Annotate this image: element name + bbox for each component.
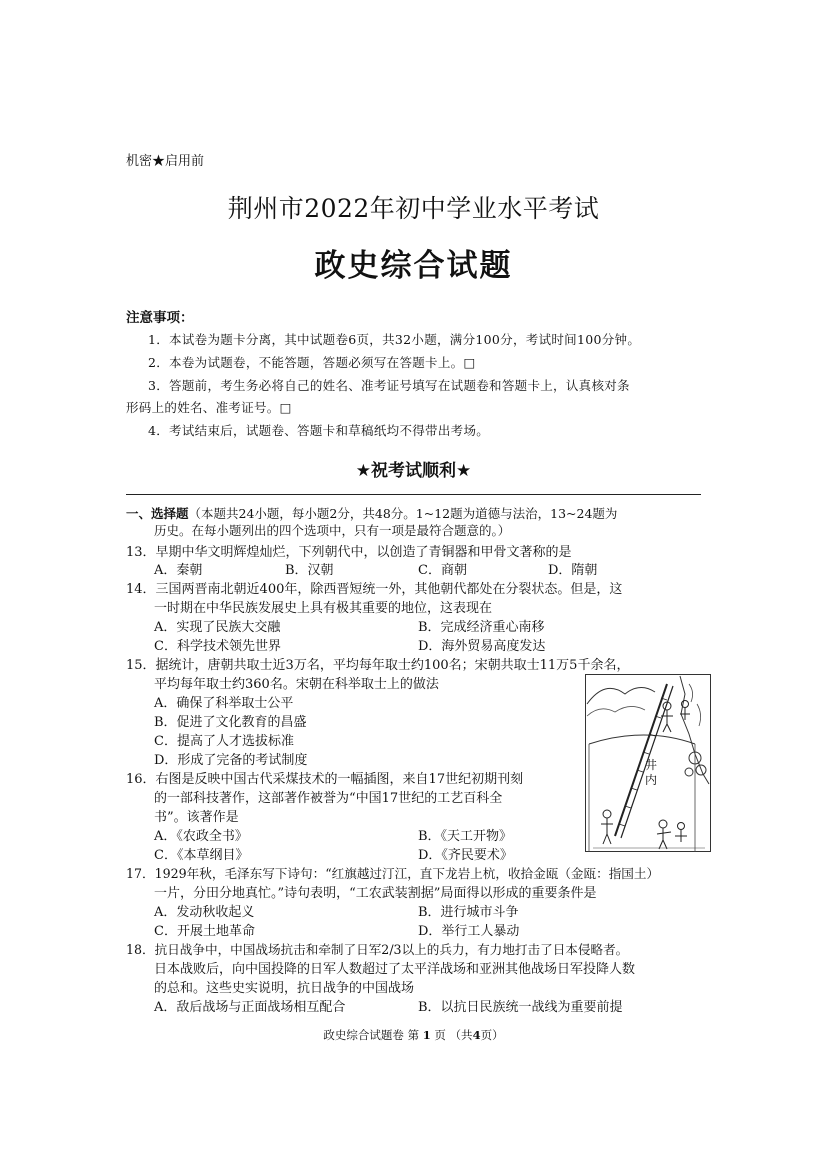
q18-stem: 18．抗日战争中，中国战场抗击和牵制了日军2/3以上的兵力，有力地打击了日本侵略者。 bbox=[126, 942, 629, 957]
q14-stem: 14．三国两晋南北朝近400年，除西晋短统一外，其他朝代都处在分裂状态。但是，这 bbox=[126, 582, 623, 597]
q16-stem-2: 的一部科技著作，这部著作被誉为“中国17世纪的工艺百科全 bbox=[154, 791, 503, 806]
q16-stem-3: 书”。该著作是 bbox=[154, 810, 239, 825]
q16-option-c: C．《本草纲目》 bbox=[154, 848, 249, 863]
section-desc: （本题共24小题，每小题2分，共48分。1~12题为道德与法治，13~24题为 bbox=[188, 506, 618, 521]
q14-option-b: B．完成经济重心南移 bbox=[418, 620, 545, 635]
q17-option-c: C．开展土地革命 bbox=[154, 924, 255, 939]
q16-option-a: A．《农政全书》 bbox=[154, 829, 248, 844]
divider bbox=[126, 494, 701, 495]
footer-middle: 页 （共 bbox=[430, 1028, 473, 1042]
section-heading bbox=[126, 504, 617, 522]
footer-prefix: 政史综合试题卷 第 bbox=[323, 1028, 423, 1042]
exam-title: 荆州市2022年初中学业水平考试 bbox=[227, 194, 600, 223]
notice-item: 2．本卷为试题卷，不能答题，答题必须写在答题卡上。□ bbox=[148, 355, 476, 370]
q16-stem: 16．右图是反映中国古代采煤技术的一幅插图，来自17世纪初期刊刻 bbox=[126, 772, 524, 787]
q15-option-a: A．确保了科举取士公平 bbox=[154, 696, 294, 711]
notice-item: 4．考试结束后，试题卷、答题卡和草稿纸均不得带出考场。 bbox=[148, 423, 490, 438]
q18-stem-2: 日本战败后，向中国投降的日军人数超过了太平洋战场和亚洲其他战场日军投降人数 bbox=[154, 962, 636, 977]
q15-option-d: D．形成了完备的考试制度 bbox=[154, 753, 308, 768]
q17-option-b: B．进行城市斗争 bbox=[418, 905, 519, 920]
q16-option-d: D．《齐民要术》 bbox=[418, 848, 513, 863]
q13-option-c: C．商朝 bbox=[418, 563, 467, 578]
q17-option-d: D．举行工人暴动 bbox=[418, 924, 520, 939]
q18-option-a: A．敌后战场与正面战场相互配合 bbox=[154, 1000, 346, 1015]
page-footer bbox=[0, 1027, 827, 1043]
q17-stem-2: 一片，分田分地真忙。”诗句表明，“工农武装割据”局面得以形成的重要条件是 bbox=[154, 886, 597, 901]
section-desc-2: 历史。在每小题列出的四个选项中，只有一项是最符合题意的。） bbox=[154, 523, 511, 538]
exam-subtitle: 政史综合试题 bbox=[314, 248, 513, 284]
q13-option-a: A．秦朝 bbox=[154, 563, 203, 578]
notice-item: 3．答题前，考生务必将自己的姓名、准考证号填写在试题卷和答题卡上，认真核对条 bbox=[148, 378, 630, 393]
q14-stem-2: 一时期在中华民族发展史上具有极其重要的地位，这表现在 bbox=[154, 601, 493, 616]
q13-option-b: B．汉朝 bbox=[285, 563, 334, 578]
notice-heading: 注意事项： bbox=[126, 310, 194, 326]
notice-item: 1．本试卷为题卡分离，其中试题卷6页，共32小题，满分100分，考试时间100分钟。 bbox=[148, 332, 641, 347]
q14-option-c: C．科学技术领先世界 bbox=[154, 639, 281, 654]
q14-option-a: A．实现了民族大交融 bbox=[154, 620, 281, 635]
confidential-mark: 机密★启用前 bbox=[126, 154, 205, 169]
q17-stem: 17．1929年秋，毛泽东写下诗句：“红旗越过汀江，直下龙岩上杭，收拾金瓯（金瓯：指国土） bbox=[126, 866, 660, 881]
page-total: 4 bbox=[472, 1028, 481, 1042]
q18-stem-3: 的总和。这些史实说明，抗日战争的中国战场 bbox=[154, 981, 415, 996]
q13-option-d: D．隋朝 bbox=[548, 563, 598, 578]
q15-option-b: B．促进了文化教育的昌盛 bbox=[154, 715, 307, 730]
q17-option-a: A．发动秋收起义 bbox=[154, 905, 255, 920]
q15-stem: 15．据统计，唐朝共取士近3万名，平均每年取士约100名；宋朝共取士11万5千余名， bbox=[126, 658, 630, 673]
q14-option-d: D．海外贸易高度发达 bbox=[418, 639, 546, 654]
q16-option-b: B．《天工开物》 bbox=[418, 829, 513, 844]
footer-suffix: 页） bbox=[480, 1028, 504, 1042]
illustration-label: 井内 bbox=[645, 758, 658, 787]
q13-stem: 13．早期中华文明辉煌灿烂，下列朝代中，以创造了青铜器和甲骨文著称的是 bbox=[126, 545, 572, 560]
notice-item: 形码上的姓名、准考证号。□ bbox=[126, 400, 292, 415]
q18-option-b: B．以抗日民族统一战线为重要前提 bbox=[418, 1000, 623, 1015]
good-luck-banner: ★祝考试顺利★ bbox=[355, 461, 472, 481]
q15-option-c: C．提高了人才选拔标准 bbox=[154, 734, 294, 749]
page-number: 1 bbox=[422, 1028, 431, 1042]
coal-mining-illustration bbox=[585, 674, 711, 852]
section-label: 一、选择题 bbox=[126, 506, 189, 521]
q15-stem-2: 平均每年取士约360名。宋朝在科举取士上的做法 bbox=[154, 677, 439, 692]
